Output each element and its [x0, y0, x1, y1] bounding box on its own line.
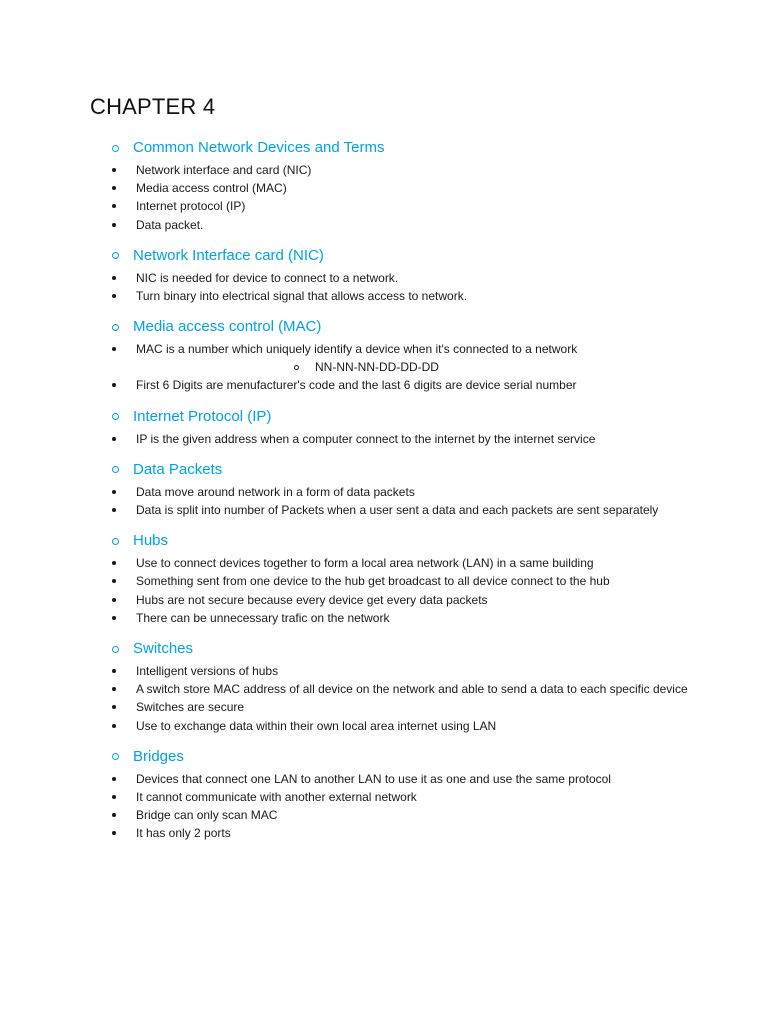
circle-bullet-icon: [294, 365, 299, 370]
list-item: Something sent from one device to the hub get broadcast to all device connect to the hub: [90, 572, 688, 590]
bullet-list: [90, 483, 708, 519]
bullet-icon: [112, 508, 116, 512]
section-heading-text: Network Interface card (NIC): [133, 246, 324, 264]
section-heading: [112, 460, 708, 480]
bullet-icon: [112, 561, 116, 565]
bullet-icon: [112, 831, 116, 835]
section-heading: [112, 531, 708, 551]
chapter-title: CHAPTER 4: [90, 94, 216, 119]
bullet-list: [90, 340, 708, 358]
bullet-list: [90, 376, 708, 394]
list-item: Data packet.: [90, 216, 688, 234]
bullet-icon: [112, 437, 116, 441]
bullet-list: [90, 269, 708, 305]
list-item: First 6 Digits are menufacturer's code and the last 6 digits are device serial number: [90, 376, 688, 394]
bullet-icon: [112, 204, 116, 208]
list-item: Intelligent versions of hubs: [90, 662, 688, 680]
list-item: Hubs are not secure because every device get every data packets: [90, 591, 688, 609]
list-item: Data move around network in a form of data packets: [90, 483, 688, 501]
list-item: MAC is a number which uniquely identify a device when it's connected to a network: [90, 340, 688, 358]
bullet-icon: [112, 598, 116, 602]
list-item: Use to connect devices together to form a local area network (LAN) in a same building: [90, 554, 688, 572]
bullet-icon: [112, 724, 116, 728]
list-item: Bridge can only scan MAC: [90, 806, 688, 824]
section-bridges: [90, 747, 708, 843]
section-heading: [112, 639, 708, 659]
section-heading-text: Internet Protocol (IP): [133, 407, 272, 425]
section-heading: [112, 138, 708, 158]
bullet-icon: [112, 294, 116, 298]
section-heading: [112, 246, 708, 266]
bullet-icon: [112, 795, 116, 799]
section-heading-text: Common Network Devices and Terms: [133, 139, 385, 156]
list-item: Media access control (MAC): [90, 179, 688, 197]
section-data-packets: [90, 460, 708, 519]
section-ip: [90, 407, 708, 448]
mac-format-sub-item: NN-NN-NN-DD-DD-DD: [90, 358, 708, 376]
section-heading: [112, 317, 708, 337]
section-heading-text: Data Packets: [133, 460, 223, 478]
circle-bullet-icon: [112, 466, 119, 473]
bullet-list: [90, 554, 708, 627]
circle-bullet-icon: [112, 145, 119, 152]
list-item: Use to exchange data within their own local area internet using LAN: [90, 717, 688, 735]
section-heading-text: Bridges: [133, 747, 184, 765]
list-item: Data is split into number of Packets when a user sent a data and each packets are sent separately: [90, 501, 688, 519]
section-nic: [90, 246, 708, 305]
section-heading: [112, 747, 708, 767]
list-item: It has only 2 ports: [90, 824, 688, 842]
bullet-icon: [112, 347, 116, 351]
bullet-icon: [112, 490, 116, 494]
list-item: There can be unnecessary trafic on the network: [90, 609, 688, 627]
section-mac: [90, 317, 708, 394]
circle-bullet-icon: [112, 646, 119, 653]
bullet-list: [90, 430, 708, 448]
section-common-network-devices: [90, 138, 708, 234]
section-heading-text: Hubs: [133, 532, 169, 550]
list-item: NIC is needed for device to connect to a network.: [90, 269, 688, 287]
circle-bullet-icon: [112, 753, 119, 760]
list-item: Devices that connect one LAN to another LAN to use it as one and use the same protocol: [90, 770, 688, 788]
list-item: Network interface and card (NIC): [90, 161, 688, 179]
section-heading-text: Switches: [133, 640, 194, 658]
bullet-icon: [112, 813, 116, 817]
bullet-icon: [112, 669, 116, 673]
bullet-icon: [112, 705, 116, 709]
bullet-icon: [112, 276, 116, 280]
bullet-icon: [112, 616, 116, 620]
section-heading: [112, 407, 708, 427]
bullet-list: [90, 662, 708, 735]
bullet-list: [90, 770, 708, 843]
bullet-icon: [112, 687, 116, 691]
list-item: IP is the given address when a computer connect to the internet by the internet service: [90, 430, 688, 448]
circle-bullet-icon: [112, 252, 119, 259]
list-item: Turn binary into electrical signal that allows access to network.: [90, 287, 688, 305]
bullet-icon: [112, 777, 116, 781]
section-heading-text: Media access control (MAC): [133, 318, 322, 336]
circle-bullet-icon: [112, 324, 119, 331]
bullet-icon: [112, 186, 116, 190]
bullet-icon: [112, 383, 116, 387]
circle-bullet-icon: [112, 413, 119, 420]
bullet-icon: [112, 168, 116, 172]
section-switches: [90, 639, 708, 735]
list-item: Internet protocol (IP): [90, 197, 688, 215]
bullet-list: [90, 161, 708, 234]
bullet-icon: [112, 579, 116, 583]
list-item: It cannot communicate with another external network: [90, 788, 688, 806]
circle-bullet-icon: [112, 538, 119, 545]
section-hubs: [90, 531, 708, 627]
list-item: Switches are secure: [90, 698, 688, 716]
list-item: A switch store MAC address of all device on the network and able to send a data to each specific device: [90, 680, 688, 698]
bullet-icon: [112, 223, 116, 227]
